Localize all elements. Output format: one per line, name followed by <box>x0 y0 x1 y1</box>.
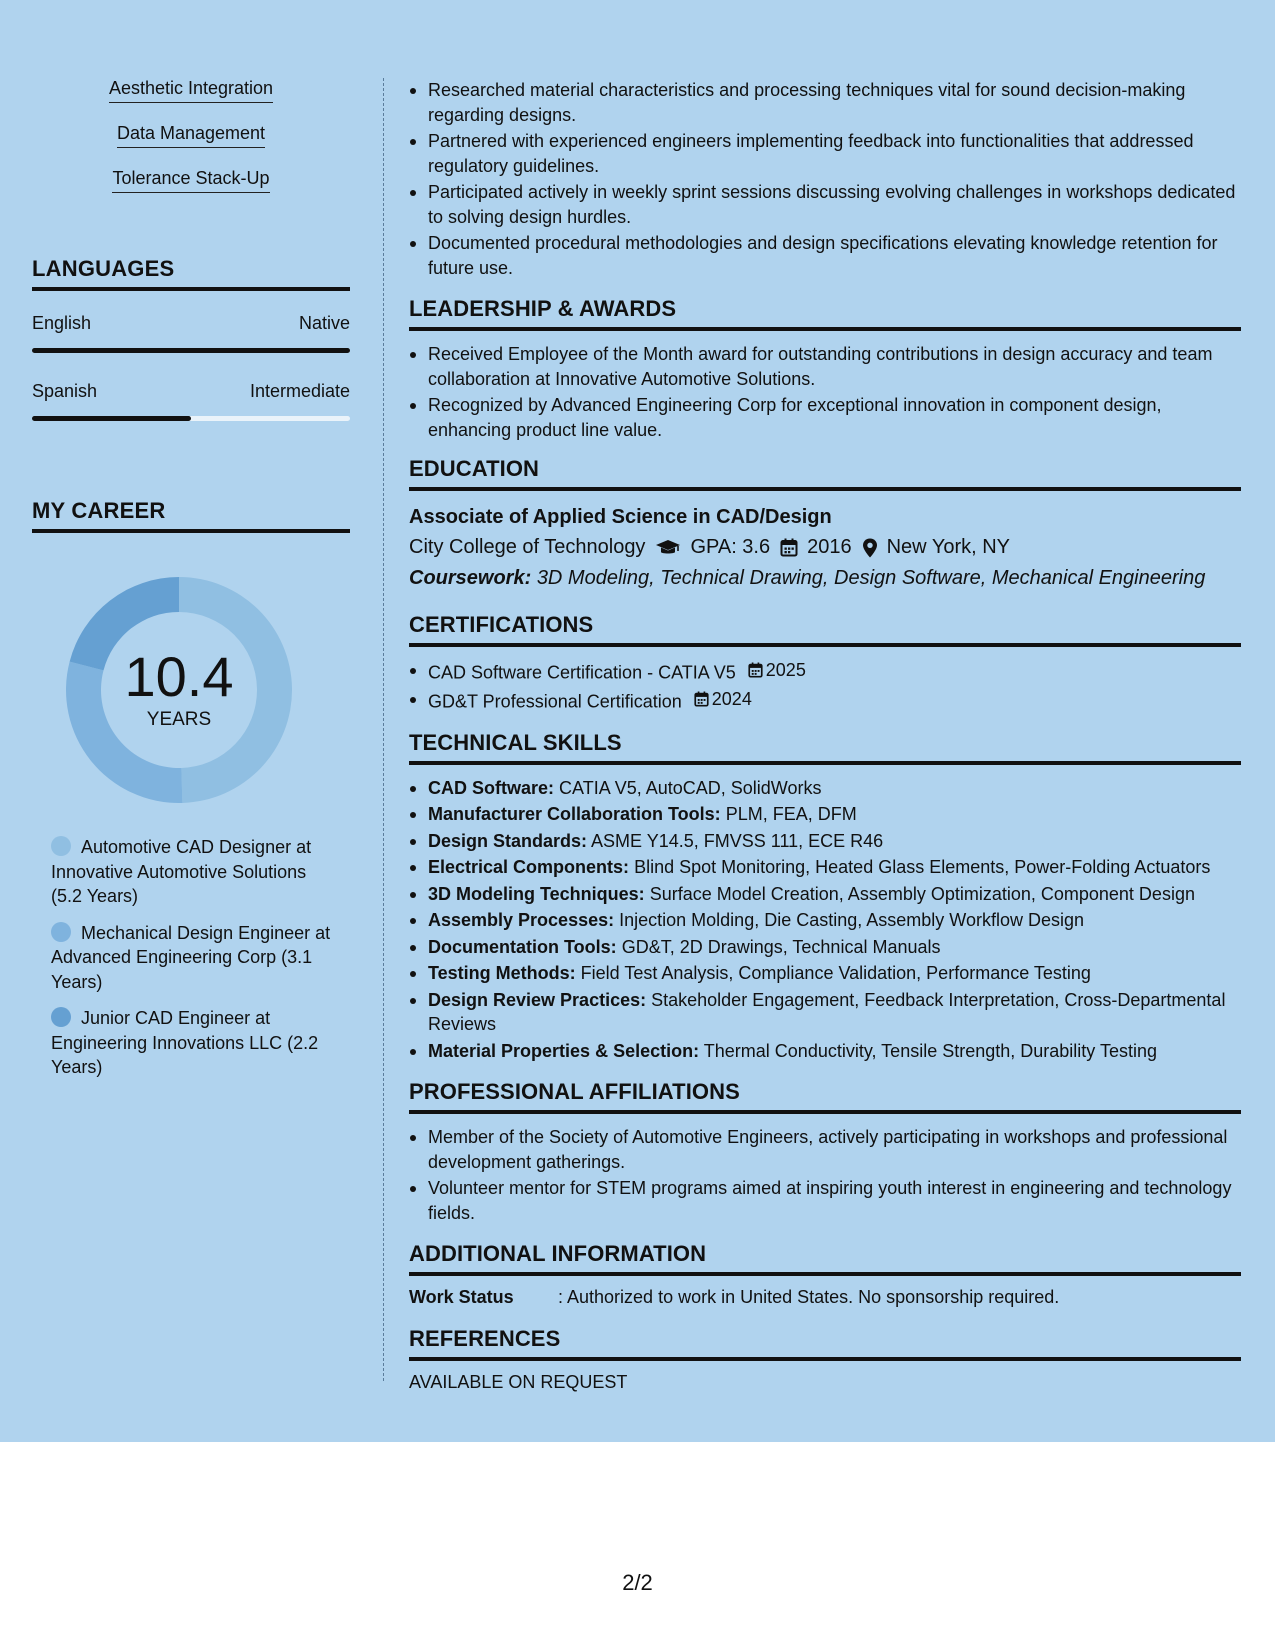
leadership-item: Recognized by Advanced Engineering Corp for exceptional innovation in component design, enhancing product line value. <box>409 393 1241 442</box>
language-level-bar <box>32 348 350 353</box>
skill-label: Design Standards: <box>428 830 588 851</box>
career-donut-chart <box>66 577 292 803</box>
career-legend-text: Junior CAD Engineer at Engineering Innovations LLC (2.2 Years) <box>51 1008 319 1077</box>
languages-section <box>32 256 350 421</box>
experience-bullet: Documented procedural methodologies and design specifications elevating knowledge retention for future use. <box>409 231 1241 280</box>
career-legend-text: Automotive CAD Designer at Innovative Automotive Solutions (5.2 Years) <box>51 837 312 906</box>
sidebar <box>32 78 350 1077</box>
skill-label: Electrical Components: <box>428 857 630 877</box>
technical-skill-item <box>409 776 1241 801</box>
skill-label: CAD Software: <box>428 777 555 798</box>
experience-bullet: Partnered with experienced engineers implementing feedback into functionalities that addressed regulatory guidelines. <box>409 129 1241 178</box>
technical-skill-item <box>409 802 1241 827</box>
education-year: 2016 <box>807 536 852 558</box>
references-text: AVAILABLE ON REQUEST <box>409 1372 628 1392</box>
certification-year: 2024 <box>711 688 752 709</box>
skill-value: GD&T, 2D Drawings, Technical Manuals <box>621 936 941 957</box>
technical-skills-section <box>409 730 1241 1064</box>
affiliation-item: Member of the Society of Automotive Engineers, actively participating in workshops and professional development gatherings. <box>409 1125 1241 1174</box>
technical-skills-list <box>409 776 1241 1064</box>
legend-dot <box>51 1007 71 1027</box>
technical-skill-item <box>409 908 1241 933</box>
language-level-fill <box>32 348 350 353</box>
career-legend <box>51 835 341 1080</box>
career-total-years: 10.4 <box>124 645 234 708</box>
certification-name: GD&T Professional Certification <box>428 691 682 711</box>
education-heading: EDUCATION <box>409 456 1241 491</box>
work-status-value: : Authorized to work in United States. No sponsorship required. <box>558 1287 1060 1307</box>
experience-bullet: Participated actively in weekly sprint sessions discussing evolving challenges in workshops dedicated to solving design hurdles. <box>409 180 1241 229</box>
technical-skill-item <box>409 988 1241 1037</box>
skill-tag: Data Management <box>117 123 265 148</box>
certification-item <box>409 658 1241 685</box>
career-years-unit: YEARS <box>146 709 212 730</box>
affiliation-item: Volunteer mentor for STEM programs aimed at inspiring youth interest in engineering and technology fields. <box>409 1176 1241 1225</box>
language-name: Spanish <box>32 381 98 401</box>
career-legend-text: Mechanical Design Engineer at Advanced Engineering Corp (3.1 Years) <box>51 922 331 992</box>
certifications-heading: CERTIFICATIONS <box>409 612 1241 647</box>
technical-skill-item <box>409 961 1241 986</box>
technical-skill-item <box>409 935 1241 960</box>
leadership-section <box>409 296 1241 442</box>
education-gpa: GPA: 3.6 <box>690 536 771 558</box>
skill-label: Design Review Practices: <box>428 989 647 1010</box>
language-name: English <box>32 313 92 333</box>
skill-value: PLM, FEA, DFM <box>725 804 857 824</box>
career-legend-item <box>51 835 341 909</box>
skill-value: CATIA V5, AutoCAD, SolidWorks <box>559 777 822 798</box>
language-level: Intermediate <box>249 381 350 401</box>
skill-value: Surface Model Creation, Assembly Optimization, Component Design <box>649 883 1195 904</box>
coursework-label: Coursework: <box>409 567 532 589</box>
column-divider <box>383 78 384 1381</box>
work-status-row <box>409 1287 1241 1308</box>
certifications-section <box>409 612 1241 714</box>
technical-skill-item <box>409 829 1241 854</box>
page-number: 2/2 <box>622 1570 653 1595</box>
career-legend-item <box>51 1006 341 1080</box>
skill-value: Stakeholder Engagement, Feedback Interpretation, Cross-Departmental Reviews <box>428 989 1226 1034</box>
education-details <box>409 532 1241 563</box>
calendar-icon <box>748 662 763 678</box>
leadership-heading: LEADERSHIP & AWARDS <box>409 296 1241 331</box>
technical-skill-item <box>409 855 1241 880</box>
skill-value: Thermal Conductivity, Tensile Strength, Durability Testing <box>703 1040 1157 1061</box>
legend-dot <box>51 922 71 942</box>
references-section <box>409 1326 1241 1393</box>
legend-dot <box>51 836 71 856</box>
certification-year: 2025 <box>765 660 806 680</box>
additional-info-heading: ADDITIONAL INFORMATION <box>409 1241 1241 1276</box>
language-row <box>32 313 350 353</box>
education-school: City College of Technology <box>409 536 646 558</box>
skill-value: Field Test Analysis, Compliance Validation, Performance Testing <box>580 963 1091 983</box>
calendar-icon <box>780 538 798 557</box>
language-level-fill <box>32 416 191 421</box>
affiliations-section <box>409 1079 1241 1225</box>
main-content <box>409 78 1241 1393</box>
experience-bullet: Researched material characteristics and processing techniques vital for sound decision-making regarding designs. <box>409 78 1241 127</box>
calendar-icon <box>694 691 709 707</box>
skill-label: Assembly Processes: <box>428 910 615 930</box>
education-degree: Associate of Applied Science in CAD/Design <box>409 506 832 528</box>
technical-skill-item <box>409 1039 1241 1064</box>
skills-tag-list <box>32 78 350 193</box>
references-heading: REFERENCES <box>409 1326 1241 1361</box>
technical-skill-item <box>409 882 1241 907</box>
affiliations-heading: PROFESSIONAL AFFILIATIONS <box>409 1079 1241 1114</box>
languages-heading: LANGUAGES <box>32 256 350 291</box>
education-location: New York, NY <box>886 536 1010 558</box>
career-legend-item <box>51 921 341 995</box>
location-pin-icon <box>862 538 878 558</box>
skill-label: Documentation Tools: <box>428 936 617 957</box>
skill-label: Testing Methods: <box>428 963 576 983</box>
skill-value: Injection Molding, Die Casting, Assembly Workflow Design <box>619 910 1084 930</box>
work-status-label: Work Status <box>409 1287 514 1307</box>
additional-info-section <box>409 1241 1241 1308</box>
skill-label: Material Properties & Selection: <box>428 1040 700 1061</box>
skill-tag: Aesthetic Integration <box>109 78 273 103</box>
technical-skills-heading: TECHNICAL SKILLS <box>409 730 1241 765</box>
career-heading: MY CAREER <box>32 498 350 533</box>
language-row <box>32 381 350 421</box>
skill-value: Blind Spot Monitoring, Heated Glass Elements, Power-Folding Actuators <box>634 857 1211 877</box>
education-coursework <box>409 563 1241 594</box>
education-section <box>409 456 1241 594</box>
skill-label: 3D Modeling Techniques: <box>428 883 645 904</box>
language-level: Native <box>298 313 350 333</box>
certification-name: CAD Software Certification - CATIA V5 <box>428 662 736 683</box>
skill-label: Manufacturer Collaboration Tools: <box>428 804 721 824</box>
certification-item <box>409 687 1241 714</box>
skill-tag: Tolerance Stack-Up <box>112 168 269 193</box>
skill-value: ASME Y14.5, FMVSS 111, ECE R46 <box>591 830 884 851</box>
language-level-bar <box>32 416 350 421</box>
leadership-item: Received Employee of the Month award for outstanding contributions in design accuracy and team collaboration at Innovative Automotive Solutions. <box>409 342 1241 391</box>
experience-bullets <box>409 78 1241 280</box>
graduation-cap-icon <box>655 539 681 557</box>
coursework-text: 3D Modeling, Technical Drawing, Design Software, Mechanical Engineering <box>536 567 1206 589</box>
career-section <box>32 498 350 1092</box>
